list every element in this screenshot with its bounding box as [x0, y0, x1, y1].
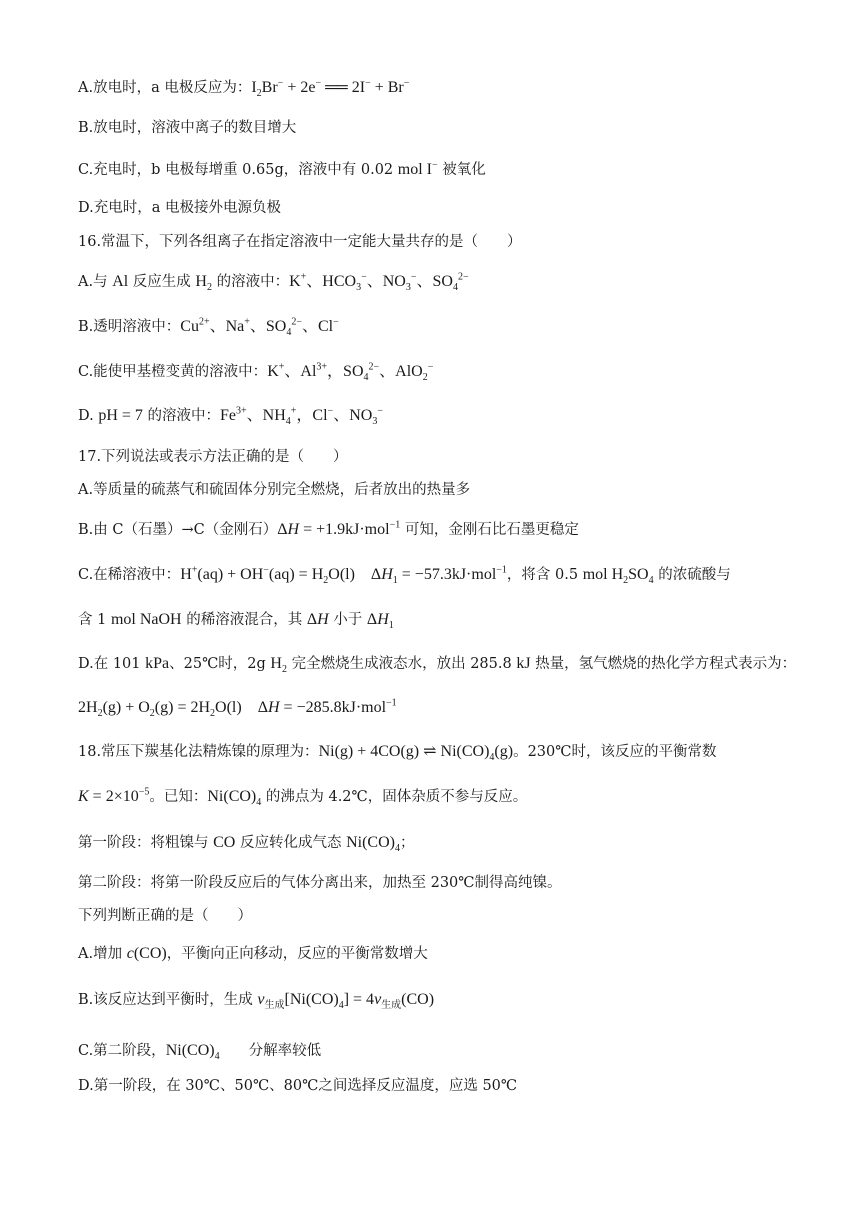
q18-stem-line1: 18.常压下羰基化法精炼镍的原理为：Ni(g) + 4CO(g) ⇌ $Ni(CO)_4(g)$。230℃时，该反应的平衡常数 — [78, 743, 717, 764]
q15-option-d: D.充电时，a 电极接外电源负极 — [78, 200, 281, 216]
q16-option-c: C.能使甲基橙变黄的溶液中：K+、$Al^{3+}$，$SO_4^{2-}$、AlO$_2$− — [78, 361, 434, 384]
q17-option-a: A.等质量的硫蒸气和硫固体分别完全燃烧，后者放出的热量多 — [78, 482, 471, 498]
q17-option-c-line2: 含 1 mol NaOH 的稀溶液混合，其 ΔH 小于 $\Delta H_1$ — [78, 611, 394, 632]
q17-option-d-line2: $2H_2(g) + O_2(g) = 2H_2O(l)$ ΔH = −285.8kJ·mol$^{-1}$ — [78, 697, 397, 720]
q17-option-d-line1: D.在 101 kPa、25℃时，2g $H_2$ 完全燃烧生成液态水，放出 285.8 kJ 热量，氢气燃烧的热化学方程式表示为： — [78, 655, 797, 676]
q18-stage1: 第一阶段：将粗镍与 CO 反应转化成气态 $Ni(CO)_4$； — [78, 834, 415, 855]
q18-stem-line2: $K = 2\times 10^{-5}$。已知：$Ni(CO)_4$ 的沸点为 4.2℃，固体杂质不参与反应。 — [78, 786, 528, 809]
q16-option-d: D. pH = 7 的溶液中：$Fe^{3+}$、$NH_4^+$，Cl−、$NO_3^-$ — [78, 405, 383, 428]
q17-option-b: B.由 C（石墨）→C（金刚石）ΔH = +1.9kJ·mol$^{-1}$ 可知，金刚石比石墨更稳定 — [78, 519, 579, 538]
q17-stem: 17.下列说法或表示方法正确的是（ ） — [78, 449, 348, 465]
q18-prompt: 下列判断正确的是（ ） — [78, 908, 252, 924]
q18-option-b: B.该反应达到平衡时，生成 $v_{生成}[Ni(CO)_4] = 4v_{生成}(CO)$ — [78, 991, 435, 1012]
q18-stage2: 第二阶段：将第一阶段反应后的气体分离出来，加热至 230℃制得高纯镍。 — [78, 875, 562, 891]
q16-option-a: A.与 Al 反应生成 $H_2$ 的溶液中：K+、$HCO_3^-$、$NO_3^-$、$SO_4^{2-}$ — [78, 271, 469, 294]
q15-option-a: A.放电时，a 电极反应为：$I_2Br^- + 2e^-$ ══ 2I− + Br− — [78, 77, 410, 100]
q15-option-b: B.放电时，溶液中离子的数目增大 — [78, 120, 297, 136]
q18-option-c: C.第二阶段，$Ni(CO)_4$ 分解率较低 — [78, 1042, 322, 1063]
q17-option-c-line1: C.在稀溶液中：$H^+(aq) + OH^-(aq) = H_2O(l)$ $\Delta H_1 = -57.3kJ\cdot mol^{-1}$，将含 0.5 mol $H_2SO_4$ 的浓硫酸与 — [78, 564, 731, 587]
q16-stem: 16.常温下，下列各组离子在指定溶液中一定能大量共存的是（ ） — [78, 234, 522, 250]
q18-option-d: D.第一阶段，在 30℃、50℃、80℃之间选择反应温度，应选 50℃ — [78, 1078, 518, 1094]
q15-option-c: C.充电时，b 电极每增重 0.65g，溶液中有 0.02 mol I− 被氧化 — [78, 159, 486, 178]
q18-option-a: A.增加 c(CO)，平衡向正向移动，反应的平衡常数增大 — [78, 945, 428, 962]
q16-option-b: B.透明溶液中：$Cu^{2+}$、Na+、$SO_4^{2-}$、Cl− — [78, 316, 339, 339]
